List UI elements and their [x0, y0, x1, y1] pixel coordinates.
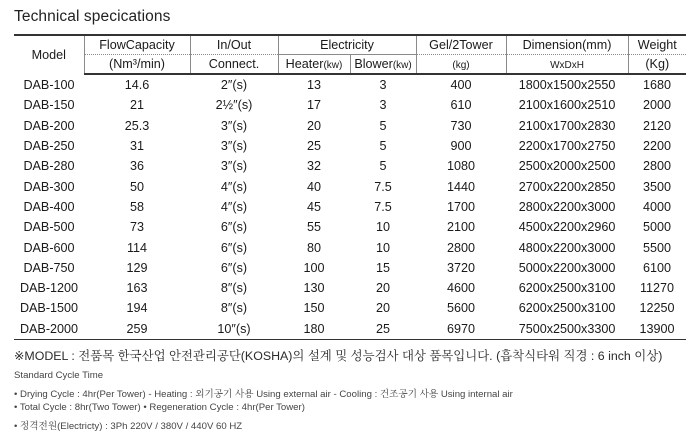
cell-heater: 25: [306, 139, 321, 154]
cell-model: DAB-300: [23, 179, 75, 194]
cell-dim: 6200x2500x3100: [518, 301, 616, 316]
cell-weight: 4000: [643, 199, 672, 214]
cell-heater: 180: [278, 319, 350, 340]
table-row: [14, 176, 686, 196]
cell-weight: 2200: [643, 139, 672, 154]
cell-blower: 7.5: [374, 199, 392, 214]
cell-flow: 58: [129, 199, 144, 214]
blower-label: Blower: [354, 57, 393, 71]
table-row: [14, 74, 686, 95]
cell-dim: 4800x2200x3000: [518, 240, 616, 255]
cell-blower: 7.5: [374, 179, 392, 194]
cell-dim: 2800x2200x3000: [518, 199, 616, 214]
cell-gel: 6970: [416, 319, 506, 340]
cell-heater: 17: [306, 98, 321, 113]
cell-conn: 3″(s): [220, 139, 248, 154]
cell-gel: 4600: [447, 281, 476, 296]
cell-flow: 194: [126, 301, 148, 316]
cell-heater: 55: [306, 220, 321, 235]
cell-conn: 4″(s): [220, 179, 248, 194]
cell-model: DAB-1200: [19, 281, 79, 296]
cell-blower: 15: [376, 260, 391, 275]
cell-conn: 8″(s): [220, 301, 248, 316]
cell-gel: 2800: [447, 240, 476, 255]
cell-heater: 100: [303, 260, 325, 275]
spec-table: [14, 34, 686, 340]
cell-blower: 20: [376, 301, 391, 316]
cell-dim: 2100x1600x2510: [518, 98, 616, 113]
cell-blower: 20: [376, 281, 391, 296]
cell-dim: 1800x1500x2550: [518, 78, 616, 93]
blower-unit: (kw): [392, 60, 412, 71]
cell-conn: 2½″(s): [215, 98, 253, 113]
table-row: [14, 136, 686, 156]
table-row: [14, 258, 686, 278]
cell-dim: 2700x2200x2850: [518, 179, 616, 194]
cell-conn: 4″(s): [220, 199, 248, 214]
cell-blower: 10: [376, 240, 391, 255]
cell-model: DAB-600: [23, 240, 75, 255]
cell-heater: 80: [306, 240, 321, 255]
cell-flow: 73: [129, 220, 144, 235]
cell-model: DAB-100: [23, 77, 75, 92]
heater-unit: (kw): [323, 60, 343, 71]
col-gel: Gel/2Tower: [416, 35, 506, 55]
cell-conn: 6″(s): [220, 240, 248, 255]
table-row: [14, 298, 686, 318]
cell-gel: 610: [450, 98, 472, 113]
cell-heater: 150: [303, 301, 325, 316]
cycle-line-total: • Total Cycle : 8hr(Two Tower) • Regeneration Cycle : 4hr(Per Tower): [14, 402, 305, 413]
cell-blower: 5: [379, 118, 387, 133]
cell-dim: 5000x2200x3000: [518, 260, 616, 275]
cell-gel: 400: [450, 78, 472, 93]
cell-model: DAB-400: [23, 199, 75, 214]
col-weight: Weight: [628, 35, 686, 55]
cell-gel: 2100: [447, 220, 476, 235]
cell-weight: 5000: [643, 220, 672, 235]
header-row-1: [14, 35, 686, 55]
cell-gel: 730: [450, 118, 472, 133]
cell-flow: 21: [129, 98, 144, 113]
table-row: [14, 278, 686, 298]
cell-model: DAB-150: [23, 98, 75, 113]
col-model: Model: [14, 35, 84, 74]
cell-conn: 3″(s): [220, 118, 248, 133]
cell-heater: 20: [306, 118, 321, 133]
cycle-title: Standard Cycle Time: [14, 370, 104, 381]
cell-conn: 2″(s): [220, 78, 248, 93]
cell-blower: 3: [379, 98, 387, 113]
table-row: [14, 319, 686, 340]
cell-flow: 259: [84, 319, 190, 340]
col-flow-unit: (Nm³/min): [84, 55, 190, 75]
col-gel-unit: [416, 55, 506, 75]
cell-gel: 5600: [447, 301, 476, 316]
cell-conn: 8″(s): [220, 281, 248, 296]
cell-weight: 11270: [639, 281, 675, 296]
cell-model: DAB-280: [23, 159, 75, 174]
cell-dim: 2100x1700x2830: [518, 118, 616, 133]
col-dimension-sub: [506, 55, 628, 75]
cell-model: DAB-750: [23, 260, 75, 275]
cell-weight: 2000: [643, 98, 672, 113]
cell-heater: 13: [306, 78, 321, 93]
cell-blower: 5: [379, 139, 387, 154]
cell-weight: 2800: [643, 159, 672, 174]
heater-label: Heater: [285, 57, 324, 71]
cell-model: DAB-1500: [19, 301, 79, 316]
cell-weight: 3500: [643, 179, 672, 194]
cell-heater: 45: [306, 199, 321, 214]
cell-dim: 6200x2500x3100: [518, 281, 616, 296]
cell-gel: 3720: [447, 260, 476, 275]
cell-weight: 2120: [643, 118, 672, 133]
col-blower: [350, 55, 416, 75]
cell-gel: 900: [450, 139, 472, 154]
cell-blower: 25: [350, 319, 416, 340]
col-heater: [278, 55, 350, 75]
cell-flow: 25.3: [124, 118, 150, 133]
cell-blower: 5: [379, 159, 387, 174]
table-row: [14, 116, 686, 136]
col-weight-unit: (Kg): [628, 55, 686, 75]
cell-flow: 114: [126, 240, 148, 255]
table-row: [14, 217, 686, 237]
col-dimension: Dimension(mm): [506, 35, 628, 55]
cell-model: DAB-500: [23, 220, 75, 235]
cell-weight: 12250: [639, 301, 675, 316]
cell-weight: 13900: [628, 319, 686, 340]
cell-conn: 6″(s): [220, 260, 248, 275]
col-inout: In/Out: [190, 35, 278, 55]
kosha-note: ※MODEL : 전품목 한국산업 안전관리공단(KOSHA)의 설계 및 성능검사 대상 품목입니다. (흡착식타워 직경 : 6 inch 이상): [14, 349, 663, 363]
cell-blower: 3: [379, 78, 387, 93]
table-row: [14, 237, 686, 257]
table-row: [14, 197, 686, 217]
cell-flow: 163: [126, 281, 148, 296]
cell-dim: 7500x2500x3300: [506, 319, 628, 340]
table-row: [14, 156, 686, 176]
cell-gel: 1440: [447, 179, 476, 194]
header-row-2: [14, 55, 686, 75]
cell-weight: 6100: [643, 260, 672, 275]
cell-flow: 14.6: [124, 78, 150, 93]
cell-conn: 3″(s): [220, 159, 248, 174]
cell-conn: 6″(s): [220, 220, 248, 235]
cell-flow: 36: [129, 159, 144, 174]
page-title: Technical specications: [14, 8, 171, 25]
cell-heater: 32: [306, 159, 321, 174]
col-inout-sub: Connect.: [190, 55, 278, 75]
cell-model: DAB-2000: [14, 319, 84, 340]
cell-flow: 50: [129, 179, 144, 194]
cycle-line-drying: • Drying Cycle : 4hr(Per Tower) - Heating : 외기공기 사용 Using external air - Cooling : 건조공기 사용 Using internal air: [14, 389, 513, 400]
col-electricity: Electricity: [278, 35, 416, 55]
col-flow: FlowCapacity: [84, 35, 190, 55]
cell-dim: 2200x1700x2750: [518, 139, 616, 154]
cycle-line-power: • 정격전원(Electricty) : 3Ph 220V / 380V / 440V 60 HZ: [14, 421, 243, 432]
cell-model: DAB-250: [23, 139, 75, 154]
cell-flow: 31: [129, 139, 144, 154]
cell-model: DAB-200: [23, 118, 75, 133]
dimension-sub: WxDxH: [550, 60, 584, 71]
cell-dim: 2500x2000x2500: [518, 159, 616, 174]
cell-weight: 5500: [643, 240, 672, 255]
cell-gel: 1700: [447, 199, 476, 214]
table-row: [14, 95, 686, 115]
cell-conn: 10″(s): [190, 319, 278, 340]
gel-unit: (kg): [452, 60, 470, 71]
cell-flow: 129: [126, 260, 148, 275]
cell-dim: 4500x2200x2960: [518, 220, 616, 235]
cell-blower: 10: [376, 220, 391, 235]
cell-weight: 1680: [643, 78, 672, 93]
cell-gel: 1080: [447, 159, 476, 174]
cell-heater: 40: [306, 179, 321, 194]
cell-heater: 130: [303, 281, 325, 296]
